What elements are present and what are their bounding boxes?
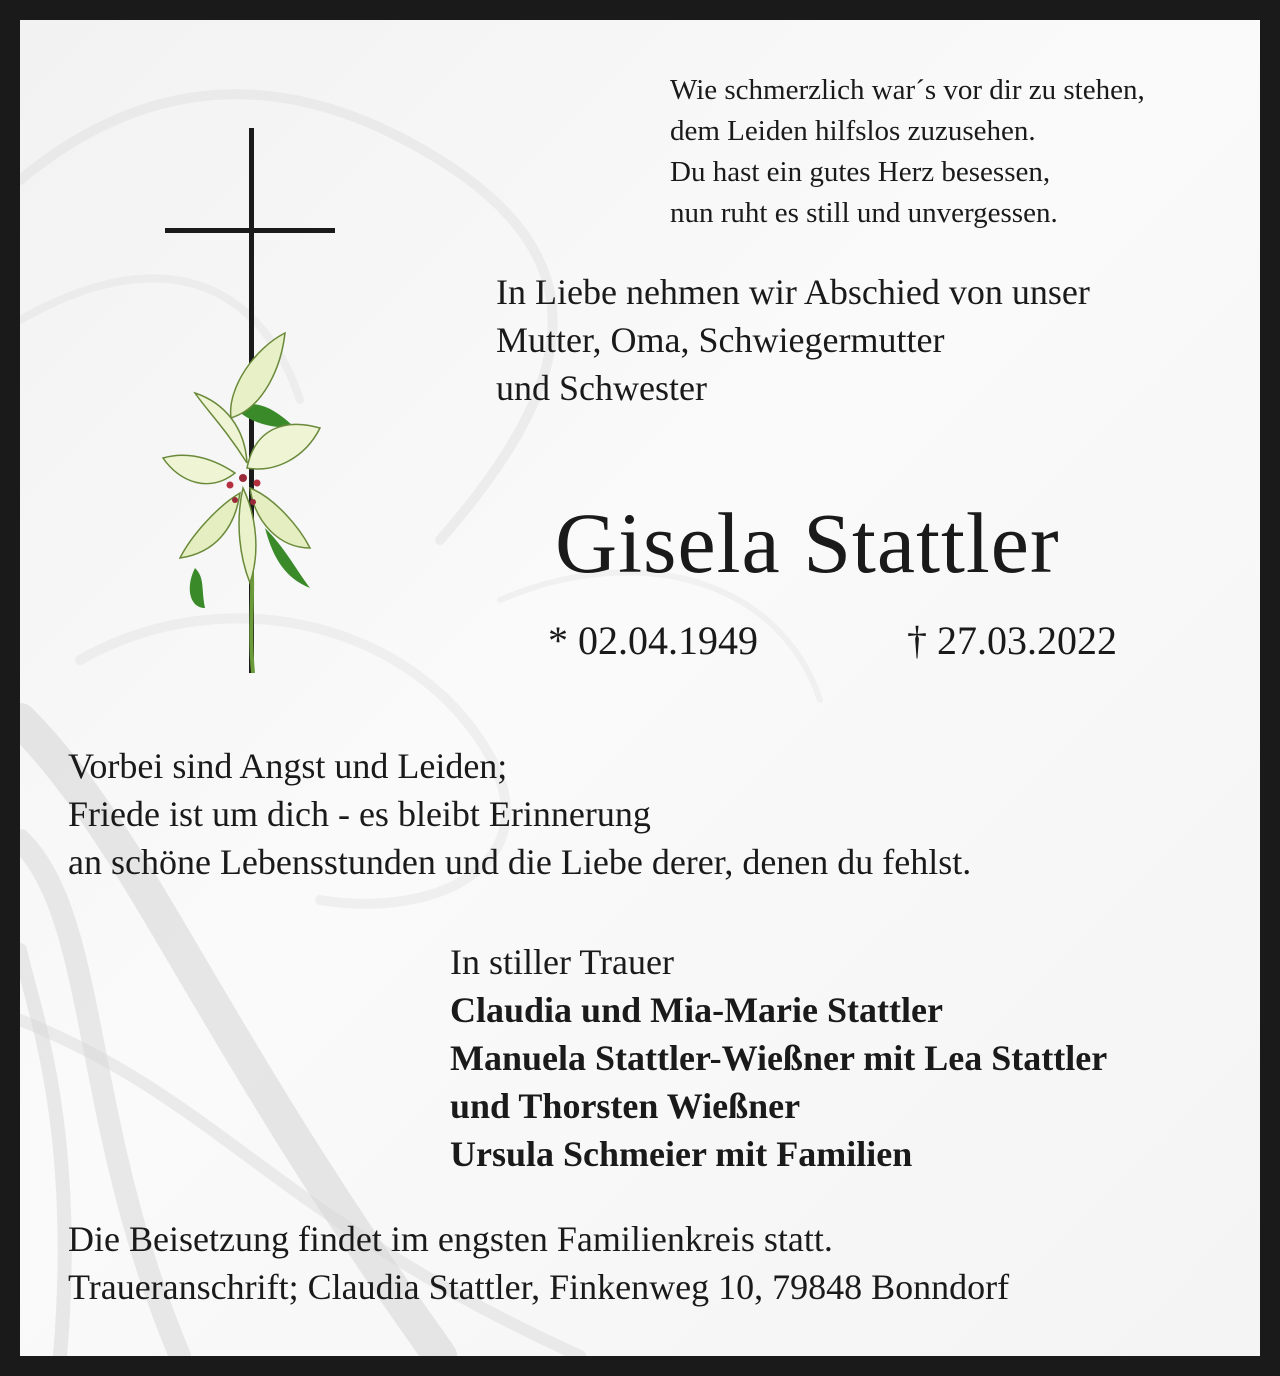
memorial-verse <box>68 742 971 886</box>
mourner-name: Manuela Stattler-Wießner mit Lea Stattler <box>450 1038 1108 1078</box>
mourner-name: Claudia und Mia-Marie Stattler <box>450 990 943 1030</box>
farewell-line: In Liebe nehmen wir Abschied von unser <box>496 272 1090 312</box>
deceased-name: Gisela Stattler <box>555 495 1060 591</box>
burial-note: Die Beisetzung findet im engsten Familienkreis statt. <box>68 1219 833 1259</box>
farewell-text <box>496 268 1090 412</box>
mourning-address: Traueranschrift; Claudia Stattler, Finkenweg 10, 79848 Bonndorf <box>68 1267 1010 1307</box>
funeral-info <box>68 1215 1009 1311</box>
cross-with-lily-icon <box>135 128 335 688</box>
birth-date: * 02.04.1949 <box>548 618 758 663</box>
poem <box>670 70 1145 234</box>
mourners-intro: In stiller Trauer <box>450 942 674 982</box>
poem-line: Wie schmerzlich war´s vor dir zu stehen, <box>670 74 1145 106</box>
poem-line: Du hast ein gutes Herz besessen, <box>670 156 1051 188</box>
mourner-name: Ursula Schmeier mit Familien <box>450 1134 913 1174</box>
mourners-block <box>450 938 1107 1178</box>
verse-line: Vorbei sind Angst und Leiden; <box>68 746 508 786</box>
verse-line: Friede ist um dich - es bleibt Erinnerung <box>68 794 651 834</box>
death-date: † 27.03.2022 <box>907 618 1117 663</box>
poem-line: nun ruht es still und unvergessen. <box>670 197 1058 229</box>
farewell-line: und Schwester <box>496 368 707 408</box>
poem-line: dem Leiden hilfslos zuzusehen. <box>670 115 1036 147</box>
verse-line: an schöne Lebensstunden und die Liebe derer, denen du fehlst. <box>68 842 972 882</box>
farewell-line: Mutter, Oma, Schwiegermutter <box>496 320 945 360</box>
mourner-name: und Thorsten Wießner <box>450 1086 801 1126</box>
